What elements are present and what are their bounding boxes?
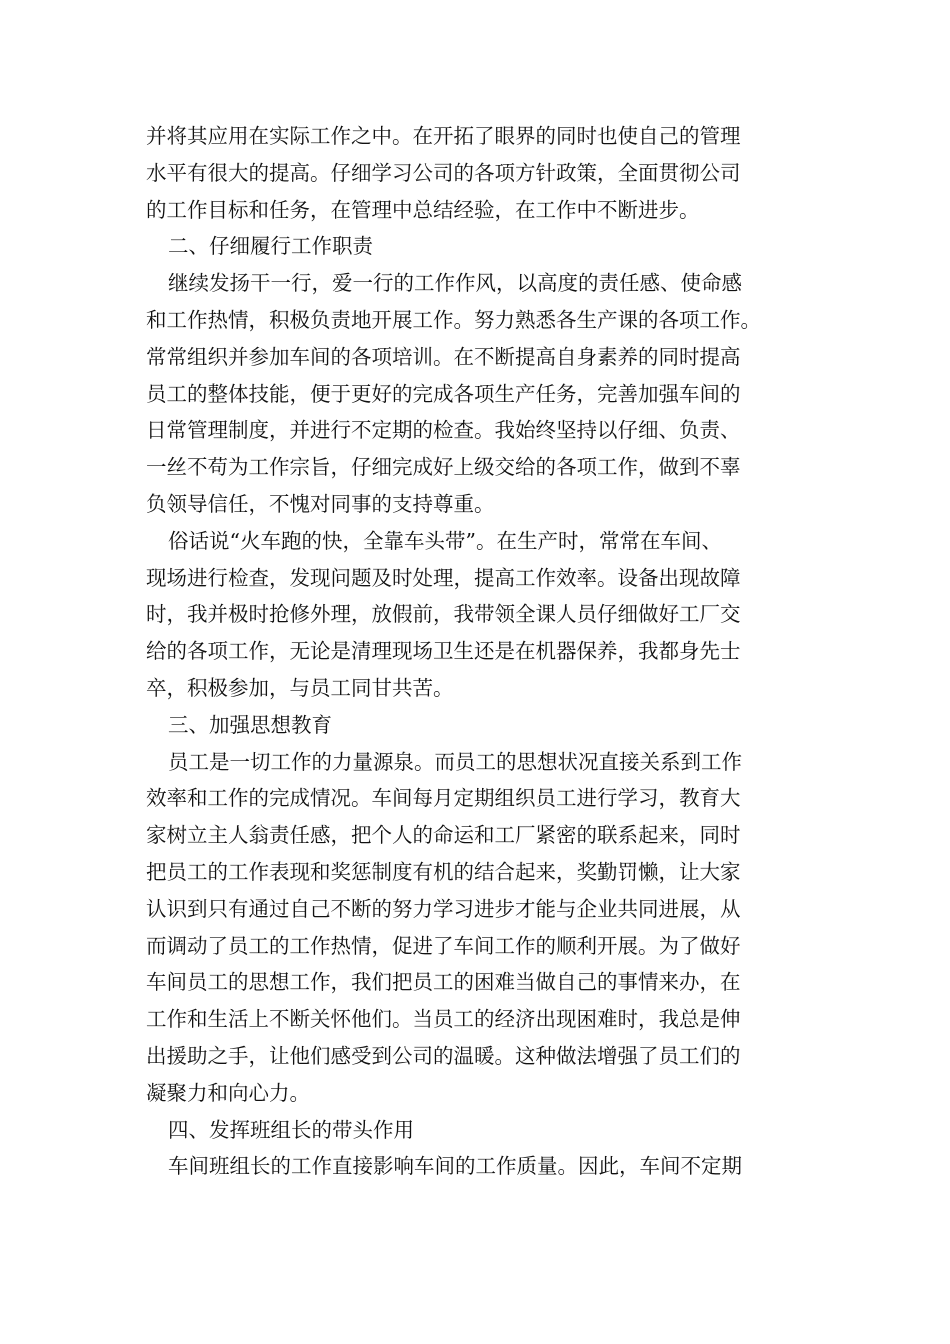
text-line: 车间班组长的工作直接影响车间的工作质量。因此，车间不定期 (168, 1154, 742, 1179)
text-line: 工作和生活上不断关怀他们。当员工的经济出现困难时，我总是伸 (146, 1007, 741, 1032)
document-body (146, 118, 808, 1185)
text-line: 认识到只有通过自己不断的努力学习进步才能与企业共同进展，从 (146, 896, 741, 921)
text-line: 日常管理制度，并进行不定期的检查。我始终坚持以仔细、负责、 (146, 418, 741, 443)
text-line: 二、仔细履行工作职责 (168, 234, 373, 259)
text-line: 负领导信任，不愧对同事的支持尊重。 (146, 491, 495, 516)
text-line: 一丝不苟为工作宗旨，仔细完成好上级交给的各项工作，做到不辜 (146, 455, 741, 480)
text-line: 效率和工作的完成情况。车间每月定期组织员工进行学习，教育大 (146, 786, 741, 811)
text-line: 常常组织并参加车间的各项培训。在不断提高自身素养的同时提高 (146, 344, 741, 369)
text-line: 四、发挥班组长的带头作用 (168, 1117, 414, 1142)
text-line: 给的各项工作，无论是清理现场卫生还是在机器保养，我都身先士 (146, 639, 741, 664)
text-line: 现场进行检查，发现问题及时处理，提高工作效率。设备出现故障 (146, 565, 741, 590)
text-line: 员工的整体技能，便于更好的完成各项生产任务，完善加强车间的 (146, 381, 741, 406)
text-line: 水平有很大的提高。仔细学习公司的各项方针政策，全面贯彻公司 (146, 160, 741, 185)
text-line: 和工作热情，积极负责地开展工作。努力熟悉各生产课的各项工作。 (146, 307, 761, 332)
text-line: 继续发扬干一行，爱一行的工作作风，以高度的责任感、使命感 (168, 271, 742, 296)
text-line: 出援助之手，让他们感受到公司的温暖。这种做法增强了员工们的 (146, 1043, 741, 1068)
text-line: 卒，积极参加，与员工同甘共苦。 (146, 675, 454, 700)
text-line: 时，我并极时抢修外理，放假前，我带领全课人员仔细做好工厂交 (146, 602, 741, 627)
text-line: 车间员工的思想工作，我们把员工的困难当做自己的事情来办，在 (146, 970, 741, 995)
text-line: 员工是一切工作的力量源泉。而员工的思想状况直接关系到工作 (168, 749, 742, 774)
text-line: 而调动了员工的工作热情，促进了车间工作的顺利开展。为了做好 (146, 933, 741, 958)
text-line: 俗话说“火车跑的快，全靠车头带”。在生产时，常常在车间、 (168, 528, 722, 553)
text-line: 并将其应用在实际工作之中。在开拓了眼界的同时也使自己的管理 (146, 124, 741, 148)
text-line: 三、加强思想教育 (168, 712, 332, 737)
text-line: 把员工的工作表现和奖惩制度有机的结合起来，奖勤罚懒，让大家 (146, 859, 741, 884)
text-line: 的工作目标和任务，在管理中总结经验，在工作中不断进步。 (146, 197, 700, 222)
text-line: 凝聚力和向心力。 (146, 1080, 310, 1105)
text-line: 家树立主人翁责任感，把个人的命运和工厂紧密的联系起来，同时 (146, 823, 741, 848)
